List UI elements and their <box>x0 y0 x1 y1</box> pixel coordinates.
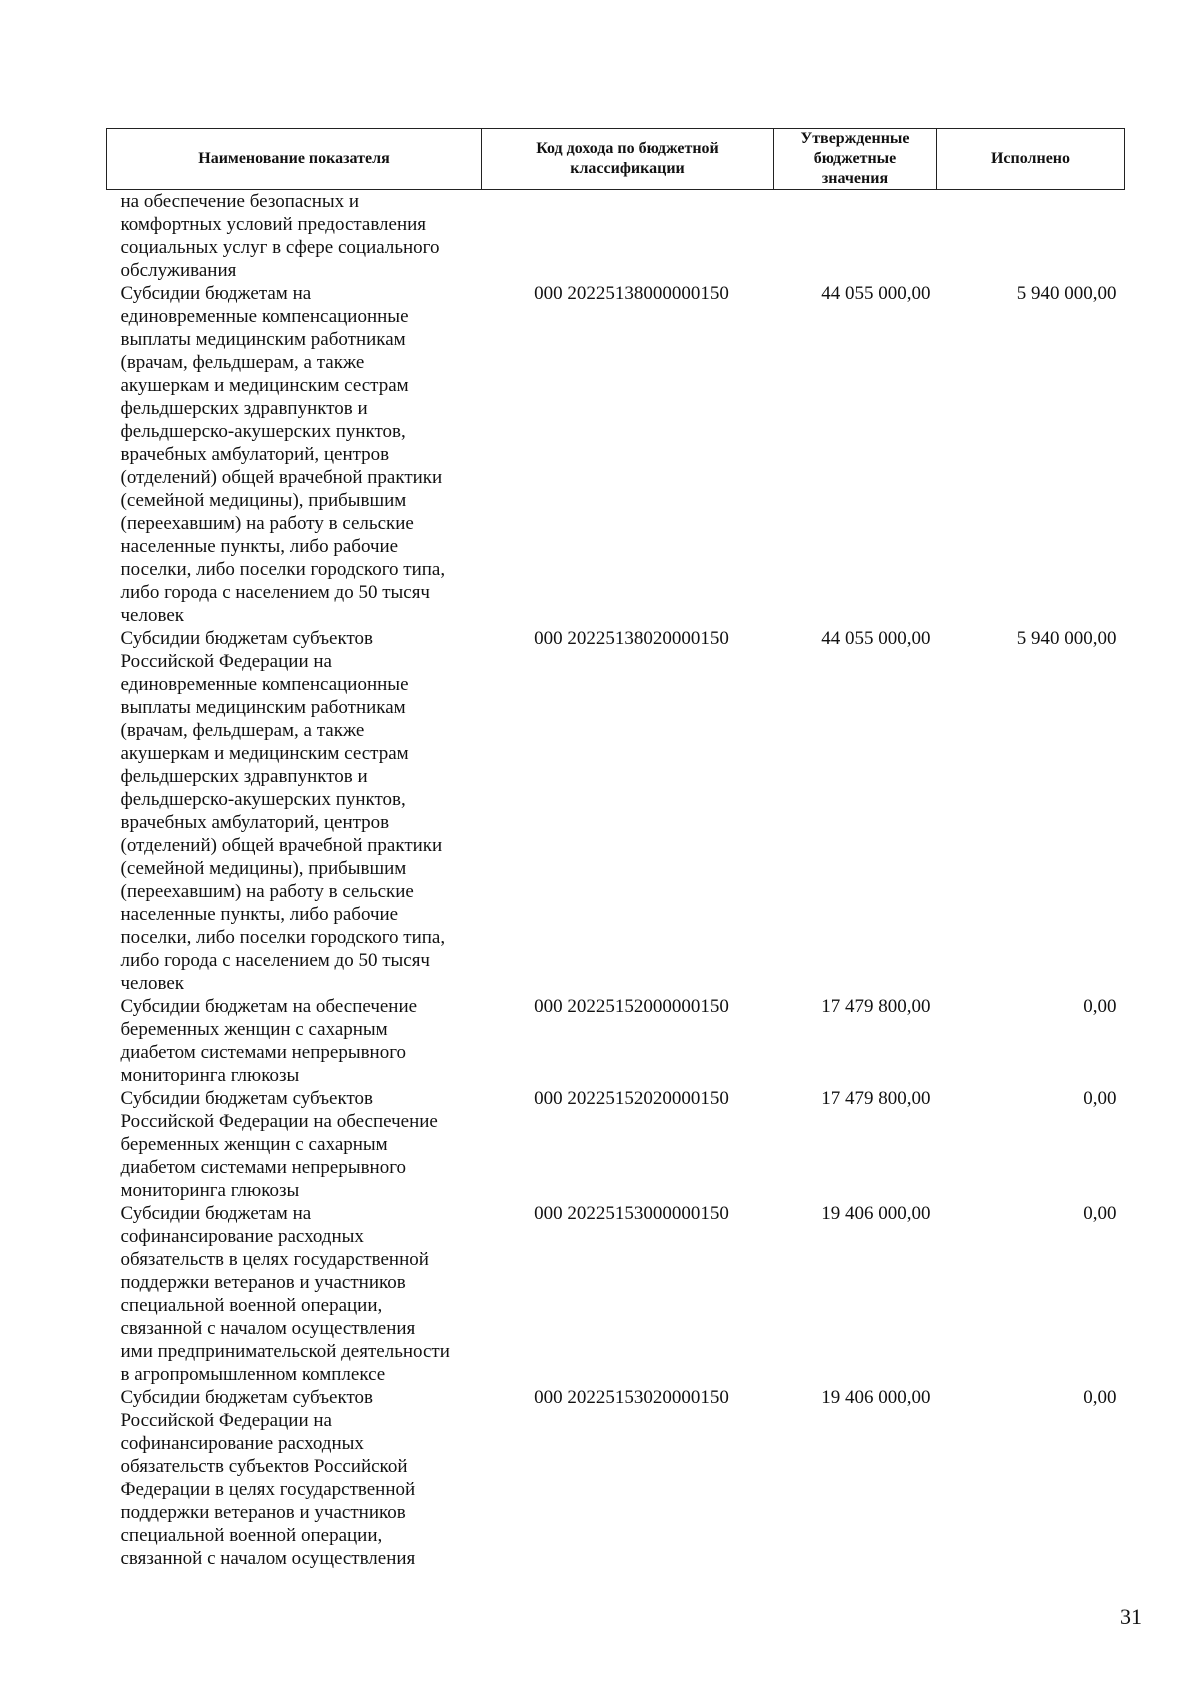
indicator-name-line: фельдшерских здравпунктов и <box>120 398 368 419</box>
header-indicator-name: Наименование показателя <box>107 129 482 190</box>
indicator-name-line: фельдшерских здравпунктов и <box>120 766 368 787</box>
indicator-name-line: специальной военной операции, <box>120 1295 383 1316</box>
indicator-name-line: поддержки ветеранов и участников <box>120 1502 406 1523</box>
approved-value-cell: 17 479 800,00 <box>821 1088 931 1109</box>
approved-value-cell: 44 055 000,00 <box>821 628 931 649</box>
indicator-name-line: (отделений) общей врачебной практики <box>120 835 443 856</box>
table-row <box>107 1386 1125 1570</box>
indicator-name-line: (семейной медицины), прибывшим <box>120 858 407 879</box>
indicator-name-line: поддержки ветеранов и участников <box>120 1272 406 1293</box>
budget-income-table <box>106 128 1125 1570</box>
income-code-cell: 000 20225138000000150 <box>534 283 729 304</box>
table-row <box>107 190 1125 283</box>
approved-value-cell <box>774 190 937 283</box>
indicator-name-line: диабетом системами непрерывного <box>120 1042 407 1063</box>
indicator-name-line: комфортных условий предоставления <box>120 214 427 235</box>
page-number: 31 <box>1120 1604 1142 1629</box>
indicator-name-line: ими предпринимательской деятельности <box>120 1341 450 1362</box>
table-row <box>107 995 1125 1087</box>
indicator-name-line: обязательств в целях государственной <box>120 1249 429 1270</box>
indicator-name-line: выплаты медицинским работникам <box>120 329 406 350</box>
executed-value-cell: 0,00 <box>1083 1088 1117 1109</box>
indicator-name-line: Российской Федерации на обеспечение <box>120 1111 438 1132</box>
income-code-cell: 000 20225138020000150 <box>534 628 729 649</box>
indicator-name-line: диабетом системами непрерывного <box>120 1157 407 1178</box>
indicator-name-line: поселки, либо поселки городского типа, <box>120 559 446 580</box>
approved-value-cell: 19 406 000,00 <box>821 1203 931 1224</box>
indicator-name-cell <box>107 282 482 627</box>
indicator-name-line: софинансирование расходных <box>120 1226 364 1247</box>
indicator-name-line: человек <box>120 605 184 626</box>
indicator-name-line: обязательств субъектов Российской <box>120 1456 408 1477</box>
indicator-name-cell <box>107 1202 482 1386</box>
table-body <box>107 190 1125 1571</box>
indicator-name-line: единовременные компенсационные <box>120 306 409 327</box>
indicator-name-line: врачебных амбулаторий, центров <box>120 812 390 833</box>
indicator-name-line: поселки, либо поселки городского типа, <box>120 927 446 948</box>
indicator-name-line: акушеркам и медицинским сестрам <box>120 375 409 396</box>
executed-value-cell: 0,00 <box>1083 996 1117 1017</box>
table-header <box>107 129 1125 190</box>
indicator-name-line: врачебных амбулаторий, центров <box>120 444 390 465</box>
table-row <box>107 282 1125 627</box>
executed-value-cell: 0,00 <box>1083 1203 1117 1224</box>
header-approved-values: Утвержденные бюджетные значения <box>774 129 937 190</box>
indicator-name-line: обслуживания <box>120 260 237 281</box>
indicator-name-line: мониторинга глюкозы <box>120 1180 300 1201</box>
indicator-name-line: (семейной медицины), прибывшим <box>120 490 407 511</box>
indicator-name-line: человек <box>120 973 184 994</box>
indicator-name-line: фельдшерско-акушерских пунктов, <box>120 421 406 442</box>
indicator-name-line: Субсидии бюджетам на <box>120 283 312 304</box>
indicator-name-line: выплаты медицинским работникам <box>120 697 406 718</box>
indicator-name-line: либо города с населением до 50 тысяч <box>120 950 430 971</box>
indicator-name-line: акушеркам и медицинским сестрам <box>120 743 409 764</box>
indicator-name-line: фельдшерско-акушерских пунктов, <box>120 789 406 810</box>
indicator-name-cell <box>107 1386 482 1570</box>
indicator-name-line: беременных женщин с сахарным <box>120 1134 388 1155</box>
indicator-name-line: (врачам, фельдшерам, а также <box>120 720 365 741</box>
income-code-cell: 000 20225153000000150 <box>534 1203 729 1224</box>
indicator-name-line: Субсидии бюджетам субъектов <box>120 1088 373 1109</box>
indicator-name-line: (переехавшим) на работу в сельские <box>120 513 414 534</box>
approved-value-cell: 17 479 800,00 <box>821 996 931 1017</box>
indicator-name-line: населенные пункты, либо рабочие <box>120 536 399 557</box>
indicator-name-line: (переехавшим) на работу в сельские <box>120 881 414 902</box>
indicator-name-line: либо города с населением до 50 тысяч <box>120 582 430 603</box>
indicator-name-cell <box>107 995 482 1087</box>
indicator-name-line: Субсидии бюджетам на обеспечение <box>120 996 418 1017</box>
table-row <box>107 627 1125 995</box>
indicator-name-cell <box>107 1087 482 1202</box>
indicator-name-cell <box>107 190 482 283</box>
indicator-name-line: софинансирование расходных <box>120 1433 364 1454</box>
indicator-name-line: (врачам, фельдшерам, а также <box>120 352 365 373</box>
table-row <box>107 1202 1125 1386</box>
income-code-cell <box>482 190 774 283</box>
income-code-cell: 000 20225152000000150 <box>534 996 729 1017</box>
indicator-name-line: Субсидии бюджетам субъектов <box>120 628 373 649</box>
approved-value-cell: 44 055 000,00 <box>821 283 931 304</box>
indicator-name-line: беременных женщин с сахарным <box>120 1019 388 1040</box>
indicator-name-line: населенные пункты, либо рабочие <box>120 904 399 925</box>
indicator-name-line: Субсидии бюджетам на <box>120 1203 312 1224</box>
income-code-cell: 000 20225152020000150 <box>534 1088 729 1109</box>
indicator-name-line: социальных услуг в сфере социального <box>120 237 440 258</box>
executed-value-cell: 5 940 000,00 <box>1016 628 1117 649</box>
indicator-name-line: в агропромышленном комплексе <box>120 1364 386 1385</box>
indicator-name-line: Субсидии бюджетам субъектов <box>120 1387 373 1408</box>
executed-value-cell: 5 940 000,00 <box>1016 283 1117 304</box>
indicator-name-line: (отделений) общей врачебной практики <box>120 467 443 488</box>
header-income-code: Код дохода по бюджетной классификации <box>482 129 774 190</box>
indicator-name-line: на обеспечение безопасных и <box>120 191 360 212</box>
indicator-name-line: специальной военной операции, <box>120 1525 383 1546</box>
approved-value-cell: 19 406 000,00 <box>821 1387 931 1408</box>
executed-value-cell: 0,00 <box>1083 1387 1117 1408</box>
indicator-name-line: связанной с началом осуществления <box>120 1548 416 1569</box>
table-row <box>107 1087 1125 1202</box>
indicator-name-line: Федерации в целях государственной <box>120 1479 416 1500</box>
indicator-name-cell <box>107 627 482 995</box>
indicator-name-line: единовременные компенсационные <box>120 674 409 695</box>
indicator-name-line: Российской Федерации на <box>120 651 332 672</box>
indicator-name-line: связанной с началом осуществления <box>120 1318 416 1339</box>
header-executed: Исполнено <box>937 129 1125 190</box>
indicator-name-line: Российской Федерации на <box>120 1410 332 1431</box>
executed-value-cell <box>937 190 1125 283</box>
income-code-cell: 000 20225153020000150 <box>534 1387 729 1408</box>
indicator-name-line: мониторинга глюкозы <box>120 1065 300 1086</box>
header-row <box>107 129 1125 190</box>
